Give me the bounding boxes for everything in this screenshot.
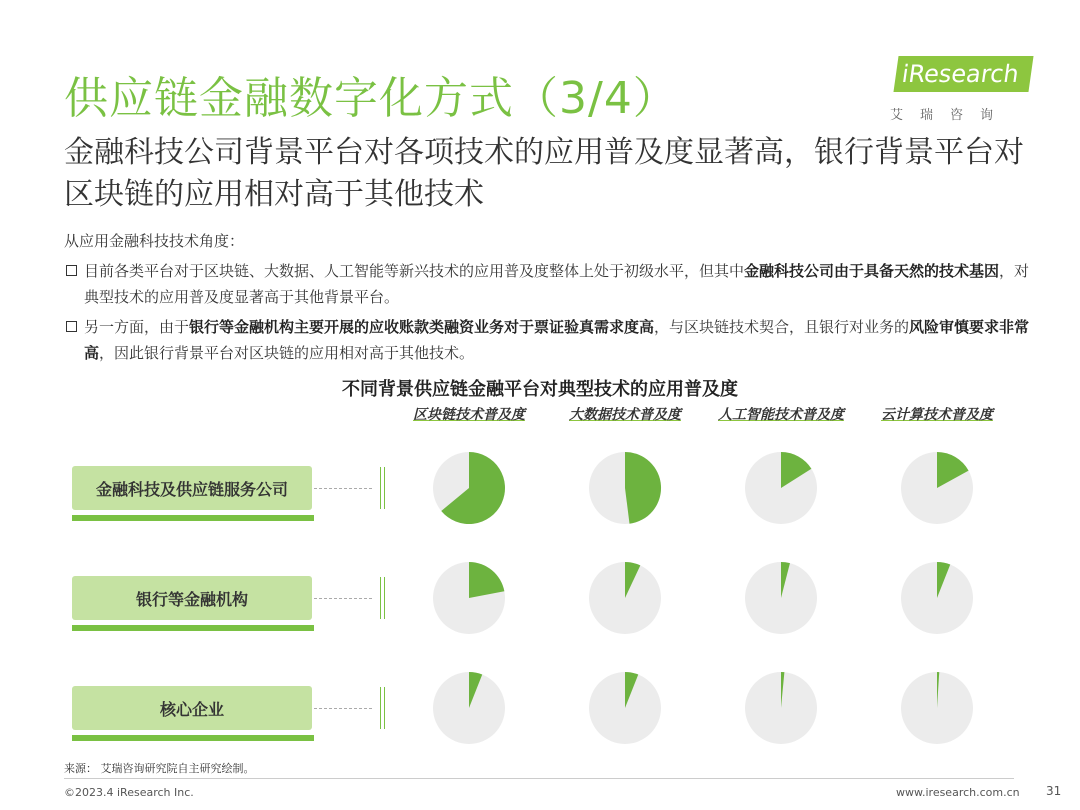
row-label: 金融科技及供应链服务公司 xyxy=(72,466,312,510)
column-header: 云计算技术普及度 xyxy=(881,407,993,423)
bullet-emphasis: 风险审慎要求非常高 xyxy=(84,318,1030,362)
logo-chinese: 艾瑞咨询 xyxy=(890,108,1011,123)
footer-divider xyxy=(64,778,1014,779)
column-header: 人工智能技术普及度 xyxy=(718,407,844,423)
column-header: 区块链技术普及度 xyxy=(413,407,525,423)
bullet-emphasis: 金融科技公司由于具备天然的技术基因 xyxy=(744,262,1000,280)
bullet-text: 目前各类平台对于区块链、大数据、人工智能等新兴技术的应用普及度整体上处于初级水平，但其中 xyxy=(84,262,745,280)
page-number: 31 xyxy=(1046,784,1062,798)
pie-slice xyxy=(625,452,661,524)
website-url: www.iresearch.com.cn xyxy=(896,786,1020,799)
source-note: 来源： 艾瑞咨询研究院自主研究绘制。 xyxy=(64,762,255,775)
copyright: ©2023.4 iResearch Inc. xyxy=(64,786,194,799)
bullet-text: 另一方面，由于 xyxy=(84,318,190,336)
chart-title: 不同背景供应链金融平台对典型技术的应用普及度 xyxy=(342,379,738,400)
row-label: 银行等金融机构 xyxy=(72,576,312,620)
logo-wordmark: iResearch xyxy=(893,56,1033,92)
bullet-text: ，因此银行背景平台对区块链的应用相对高于其他技术。 xyxy=(99,344,475,362)
bullet-emphasis: 银行等金融机构主要开展的应收账款类融资业务对于票证验真需求度高 xyxy=(189,318,655,336)
row-label: 核心企业 xyxy=(72,686,312,730)
intro-text: 从应用金融科技技术角度： xyxy=(64,232,245,250)
page-subtitle: 金融科技公司背景平台对各项技术的应用普及度显著高，银行背景平台对区块链的应用相对高于其他技术 xyxy=(64,135,1024,212)
page-title: 供应链金融数字化方式（3/4） xyxy=(64,73,678,124)
bullet-text: ，对典型技术的应用普及度显著高于其他背景平台。 xyxy=(84,262,1030,306)
bullet-text: ，与区块链技术契合，且银行对业务的 xyxy=(654,318,910,336)
column-header: 大数据技术普及度 xyxy=(569,407,681,423)
